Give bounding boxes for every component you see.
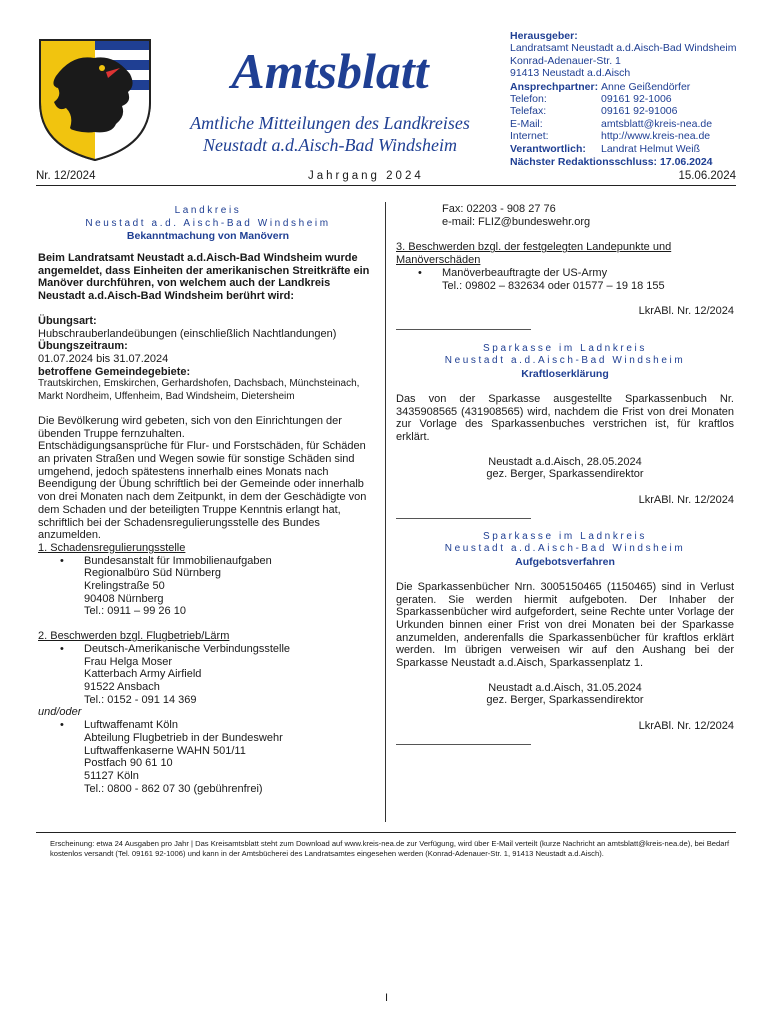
public-notice-title: Aufgebotsverfahren bbox=[515, 555, 615, 568]
issue-volume: Jahrgang 2024 bbox=[308, 170, 424, 182]
website-link[interactable]: http://www.kreis-nea.de bbox=[601, 130, 711, 143]
section-2-list-b bbox=[38, 719, 378, 795]
s2-line: Katterbach Army Airfield bbox=[84, 668, 202, 681]
exercise-type-value: Hubschrauberlandeübungen (einschließlich Nachtlandungen) bbox=[38, 327, 337, 340]
page-number: I bbox=[385, 992, 389, 1004]
issue-number: Nr. 12/2024 bbox=[36, 170, 96, 182]
s3-line: Tel.: 09802 – 832634 oder 01577 – 19 18 155 bbox=[442, 279, 665, 292]
maneuver-intro: Beim Landratsamt Neustadt a.d.Aisch-Bad Windsheim wurde angemeldet, dass Einheiten der amerikanischen Streitkräfte ein Manöver durchführen, von welchem auch der Landkreis Neustadt a.d.Aisch-Bad Windsheim berührt wird: bbox=[38, 252, 370, 303]
savings-bank-org-line-2: Neustadt a.d.Aisch-Bad Windsheim bbox=[444, 543, 686, 555]
fax-value: 09161 92-91006 bbox=[601, 105, 678, 118]
invalidation-body: Das von der Sparkasse ausgestellte Sparkassenbuch Nr. 3435908565 (431908565) wird, nachdem die Frist von drei Monaten zur Vorlage des Sparkassenbuches verstrichen ist, für kraftlos erklärt. bbox=[396, 392, 734, 444]
section-2-heading: 2. Beschwerden bzgl. Flugbetrieb/Lärm bbox=[38, 630, 230, 643]
s2-line: Tel.: 0152 - 091 14 369 bbox=[84, 693, 197, 706]
s2b-line: Postfach 90 61 10 bbox=[84, 757, 173, 770]
public-notice-body: Die Sparkassenbücher Nrn. 3005150465 (1150465) sind in Verlust geraten. Sie werden hiermit aufgeboten. Der Inhaber der Sparkassenbücher wird aufgefordert, seine Rechte unter Vorlage der Urkunden binnen einer Frist von drei Monaten bei der Sparkasse anzumelden, anderenfalls die Sparkassenbücher für kraftlos erklärt werden. Im übrigen verweisen wir auf den Aushang bei der Sparkasse Neustadt a.d.Aisch, Sparkassenplatz 1. bbox=[396, 580, 734, 670]
exercise-period-value: 01.07.2024 bis 31.07.2024 bbox=[38, 352, 169, 365]
email-link[interactable]: amtsblatt@kreis-nea.de bbox=[601, 117, 713, 130]
contact-value: Anne Geißendörfer bbox=[601, 80, 691, 93]
public-notice-place-date: Neustadt a.d.Aisch, 31.05.2024 bbox=[488, 681, 642, 694]
right-column bbox=[396, 203, 734, 745]
s1-line: • Bundesanstalt für Immobilienaufgaben bbox=[84, 554, 272, 567]
fliz-fax: Fax: 02203 - 908 27 76 bbox=[442, 203, 556, 215]
publisher-line-3: 91413 Neustadt a.d.Aisch bbox=[510, 67, 631, 80]
phone-value: 09161 92-1006 bbox=[601, 93, 672, 106]
publisher-heading: Herausgeber: bbox=[510, 30, 578, 42]
exercise-period-label: Übungszeitraum: bbox=[38, 340, 128, 353]
s3-line: • Manöverbeauftragte der US-Army bbox=[442, 266, 608, 279]
left-org-line-2: Neustadt a.d. Aisch-Bad Windsheim bbox=[85, 217, 331, 229]
publisher-line-2: Konrad-Adenauer-Str. 1 bbox=[510, 54, 621, 67]
section-3-heading: 3. Beschwerden bzgl. der festgelegten Landepunkte und Manöverschäden bbox=[396, 241, 672, 267]
affected-areas-value: Trautskirchen, Emskirchen, Gerhardshofen, Dachsbach, Münchsteinach, Markt Nordheim, Uffenheim, Bad Windsheim, Dietersheim bbox=[38, 378, 360, 402]
section-2-item bbox=[38, 643, 378, 707]
column-divider bbox=[385, 202, 386, 822]
section-1-list bbox=[38, 555, 378, 619]
invalidation-place-date: Neustadt a.d.Aisch, 28.05.2024 bbox=[488, 455, 642, 468]
responsible-label: Verantwortlich: bbox=[510, 142, 586, 155]
compensation-claims: Entschädigungsansprüche für Flur- und Forstschäden, für Schäden an privaten Straßen und Wegen sowie für sonstige Schäden sind umgehend, jedoch spätestens innerhalb eines Monats nach Beendigung der Übung schriftlich bei der Gemeinde oder innerhalb von drei Monaten nach dem Zeitpunkt, in dem der Geschädigte von dem Schaden und der beteiligten Truppe Kenntnis erlangt hat, schriftlich bei der Schadensregulierungsstelle des Bundes anzumelden. bbox=[38, 440, 367, 542]
responsible-value: Landrat Helmut Weiß bbox=[601, 142, 701, 155]
section-3-list bbox=[396, 267, 734, 292]
left-column bbox=[38, 205, 378, 795]
footer-divider bbox=[36, 832, 736, 833]
s1-line: Krelingstraße 50 bbox=[84, 580, 165, 593]
section-1-heading: 1. Schadensregulierungsstelle bbox=[38, 541, 186, 554]
invalidation-signature: gez. Berger, Sparkassendirektor bbox=[486, 468, 644, 481]
publisher-box bbox=[510, 30, 746, 168]
fax-label: Telefax: bbox=[510, 105, 547, 118]
masthead-subtitle bbox=[168, 112, 492, 156]
exercise-type-label: Übungsart: bbox=[38, 314, 97, 327]
s2-line: • Deutsch-Amerikanische Verbindungsstelle bbox=[84, 642, 291, 655]
maneuver-notice-title: Bekanntmachung von Manövern bbox=[126, 230, 290, 242]
email-label: E-Mail: bbox=[510, 117, 543, 130]
public-request: Die Bevölkerung wird gebeten, sich von den Einrichtungen der übenden Truppe fernzuhalten. bbox=[38, 414, 342, 440]
reference-3: LkrABl. Nr. 12/2024 bbox=[638, 720, 734, 733]
section-2-list bbox=[38, 643, 378, 707]
public-notice-signature: gez. Berger, Sparkassendirektor bbox=[486, 694, 644, 707]
s2b-line: Luftwaffenkaserne WAHN 501/11 bbox=[84, 744, 246, 757]
publisher-line-1: Landratsamt Neustadt a.d.Aisch-Bad Windsheim bbox=[510, 42, 737, 55]
separator-rule bbox=[396, 744, 531, 745]
s1-line: Regionalbüro Süd Nürnberg bbox=[84, 567, 221, 580]
s2b-line: Tel.: 0800 - 862 07 30 (gebührenfrei) bbox=[84, 782, 263, 795]
issue-date: 15.06.2024 bbox=[678, 170, 736, 182]
savings-bank-org-line-1: Sparkasse im Ladnkreis bbox=[483, 342, 647, 354]
s1-line: Tel.: 0911 – 99 26 10 bbox=[84, 605, 186, 618]
internet-label: Internet: bbox=[510, 130, 549, 143]
s2b-line: 51127 Köln bbox=[84, 769, 139, 782]
s2-line: 91522 Ansbach bbox=[84, 680, 160, 693]
contact-label: Ansprechpartner: bbox=[510, 80, 599, 93]
separator-rule bbox=[396, 518, 531, 519]
coat-of-arms-image bbox=[36, 36, 154, 164]
fliz-email-link[interactable]: e-mail: FLIZ@bundeswehr.org bbox=[442, 215, 591, 228]
savings-bank-org-line-2: Neustadt a.d.Aisch-Bad Windsheim bbox=[444, 355, 686, 367]
s1-line: 90408 Nürnberg bbox=[84, 592, 164, 605]
section-2-item-b bbox=[38, 719, 378, 795]
section-1-item bbox=[38, 555, 378, 619]
and-or-label: und/oder bbox=[38, 706, 82, 719]
s2-line: Frau Helga Moser bbox=[84, 655, 173, 668]
issue-bar bbox=[36, 170, 736, 186]
masthead-title: Amtsblatt bbox=[231, 43, 429, 99]
phone-label: Telefon: bbox=[510, 93, 547, 106]
section-3-item bbox=[396, 267, 734, 292]
left-org-line-1: Landkreis bbox=[174, 205, 242, 216]
affected-areas-label: betroffene Gemeindegebiete: bbox=[38, 365, 191, 378]
separator-rule bbox=[396, 329, 531, 330]
next-deadline: Nächster Redaktionsschluss: 17.06.2024 bbox=[510, 156, 713, 169]
footer-text: Erscheinung: etwa 24 Ausgaben pro Jahr | Das Kreisamtsblatt steht zum Download auf www.kreis-nea.de zur Verfügung, wird über E-Mail verteilt (kurze Nachricht an amtsblatt@kreis-nea.de), bei Bedarf kostenlos versandt (Tel. 09161 92-1006) und kann in der Amtsbücherei des Landratsamtes eingesehen werden (Konrad-Adenauer-Str. 1, 91413 Neustadt a.d.Aisch). bbox=[50, 839, 730, 858]
s2b-line: Abteilung Flugbetrieb in der Bundeswehr bbox=[84, 731, 283, 744]
s2b-line: • Luftwaffenamt Köln bbox=[84, 719, 178, 732]
masthead-subtitle-line-1: Amtliche Mitteilungen des Landkreises bbox=[190, 113, 470, 133]
savings-bank-org-line-1: Sparkasse im Ladnkreis bbox=[483, 530, 647, 542]
reference-2: LkrABl. Nr. 12/2024 bbox=[638, 494, 734, 507]
masthead-subtitle-line-2: Neustadt a.d.Aisch-Bad Windsheim bbox=[203, 135, 457, 155]
invalidation-title: Kraftloserklärung bbox=[521, 367, 609, 380]
reference-1: LkrABl. Nr. 12/2024 bbox=[638, 305, 734, 318]
